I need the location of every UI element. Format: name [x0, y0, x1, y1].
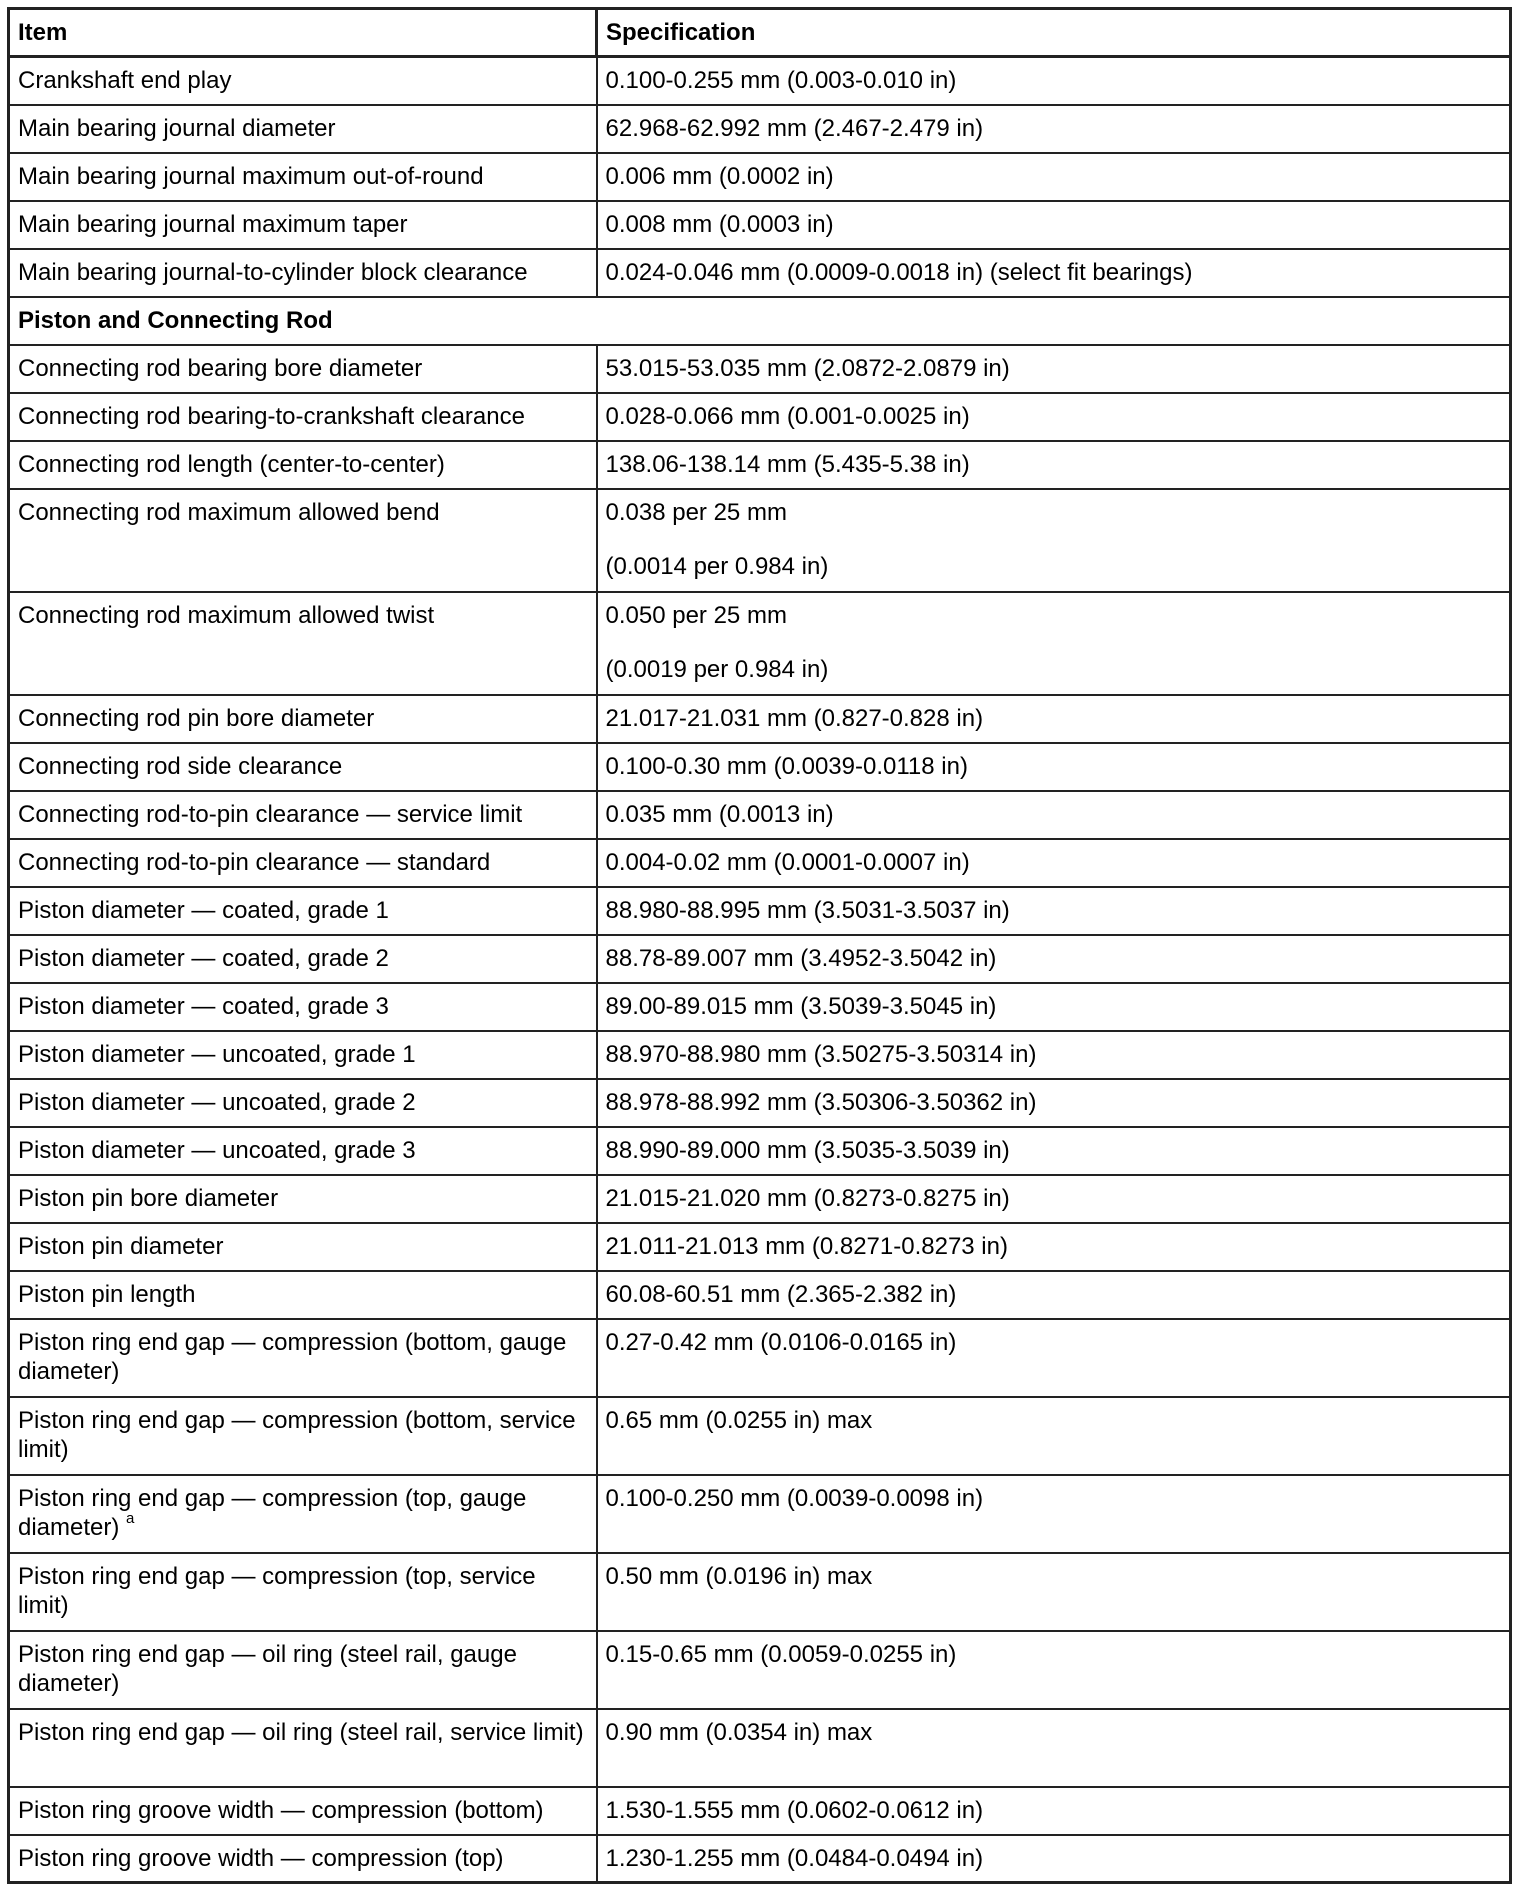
item-cell	[9, 1709, 597, 1787]
column-header-specification: Specification	[597, 9, 1511, 57]
item-text-cont: limit)	[532, 1718, 584, 1746]
table-row	[9, 105, 1511, 153]
table-row	[9, 1127, 1511, 1175]
item-text-cont: diameter)	[18, 1669, 120, 1697]
spec-cell: 0.27-0.42 mm (0.0106-0.0165 in)	[597, 1319, 1511, 1397]
spec-cell: 0.100-0.255 mm (0.003-0.010 in)	[597, 57, 1511, 105]
spec-cell: 21.017-21.031 mm (0.827-0.828 in)	[597, 695, 1511, 743]
spec-cell: 0.006 mm (0.0002 in)	[597, 153, 1511, 201]
table-row	[9, 1223, 1511, 1271]
table-row	[9, 887, 1511, 935]
table-row	[9, 153, 1511, 201]
item-text-cont: service limit)	[18, 1406, 576, 1463]
table-row	[9, 839, 1511, 887]
table-row	[9, 441, 1511, 489]
spec-cell: 0.100-0.250 mm (0.0039-0.0098 in)	[597, 1475, 1511, 1553]
item-text: Piston ring end gap — compression (top, service	[18, 1562, 536, 1590]
item-text: Piston ring end gap — compression (bottom, gauge	[18, 1328, 567, 1356]
item-cell: Piston diameter — uncoated, grade 3	[9, 1127, 597, 1175]
table-row	[9, 1079, 1511, 1127]
item-cell: Piston diameter — uncoated, grade 2	[9, 1079, 597, 1127]
item-cell: Connecting rod maximum allowed twist	[9, 592, 597, 695]
item-cell: Piston pin bore diameter	[9, 1175, 597, 1223]
spec-cell: 0.024-0.046 mm (0.0009-0.0018 in) (select fit bearings)	[597, 249, 1511, 297]
item-cell: Connecting rod-to-pin clearance — standard	[9, 839, 597, 887]
spec-cell: 0.90 mm (0.0354 in) max	[597, 1709, 1511, 1787]
item-cell: Piston diameter — coated, grade 2	[9, 935, 597, 983]
spec-cell: 1.230-1.255 mm (0.0484-0.0494 in)	[597, 1835, 1511, 1883]
item-cell: Main bearing journal maximum taper	[9, 201, 597, 249]
spec-metric: 0.050 per 25 mm	[605, 601, 787, 629]
table-row	[9, 57, 1511, 105]
item-cell: Crankshaft end play	[9, 57, 597, 105]
section-title: Piston and Connecting Rod	[9, 297, 1511, 345]
column-header-item: Item	[9, 9, 597, 57]
item-cell: Main bearing journal maximum out-of-round	[9, 153, 597, 201]
item-cell	[9, 1631, 597, 1709]
spec-cell: 21.011-21.013 mm (0.8271-0.8273 in)	[597, 1223, 1511, 1271]
table-row	[9, 1787, 1511, 1835]
item-cell: Connecting rod length (center-to-center)	[9, 441, 597, 489]
spec-cell: 88.78-89.007 mm (3.4952-3.5042 in)	[597, 935, 1511, 983]
table-row	[9, 1271, 1511, 1319]
spec-cell	[597, 489, 1511, 592]
item-cell: Connecting rod-to-pin clearance — service limit	[9, 791, 597, 839]
item-cell: Piston pin diameter	[9, 1223, 597, 1271]
spec-cell: 0.15-0.65 mm (0.0059-0.0255 in)	[597, 1631, 1511, 1709]
table-row	[9, 1709, 1511, 1787]
table-row	[9, 935, 1511, 983]
table-row	[9, 1175, 1511, 1223]
footnote-marker: a	[126, 1509, 135, 1527]
spec-cell: 89.00-89.015 mm (3.5039-3.5045 in)	[597, 983, 1511, 1031]
item-text-cont: diameter)	[18, 1513, 120, 1541]
item-cell	[9, 1397, 597, 1475]
item-cell	[9, 1553, 597, 1631]
spec-cell: 0.100-0.30 mm (0.0039-0.0118 in)	[597, 743, 1511, 791]
specification-table	[7, 7, 1512, 1884]
item-text: Piston ring end gap — compression (bottom,	[18, 1406, 493, 1434]
spec-metric: 0.038 per 25 mm	[605, 498, 787, 526]
item-text-cont: diameter)	[18, 1357, 120, 1385]
spec-cell	[597, 592, 1511, 695]
spec-cell: 53.015-53.035 mm (2.0872-2.0879 in)	[597, 345, 1511, 393]
table-row	[9, 489, 1511, 592]
spec-cell: 0.035 mm (0.0013 in)	[597, 791, 1511, 839]
section-header-row	[9, 297, 1511, 345]
item-cell: Piston ring groove width — compression (bottom)	[9, 1787, 597, 1835]
item-cell: Connecting rod bearing bore diameter	[9, 345, 597, 393]
table-row	[9, 1553, 1511, 1631]
spec-cell: 0.65 mm (0.0255 in) max	[597, 1397, 1511, 1475]
table-row	[9, 249, 1511, 297]
item-text: Piston ring end gap — oil ring (steel rail, service	[18, 1718, 527, 1746]
table-row	[9, 1835, 1511, 1883]
table-row	[9, 1319, 1511, 1397]
table-row	[9, 1397, 1511, 1475]
item-text: Piston ring end gap — oil ring (steel rail, gauge	[18, 1640, 517, 1668]
spec-cell: 62.968-62.992 mm (2.467-2.479 in)	[597, 105, 1511, 153]
item-cell	[9, 1319, 597, 1397]
spec-cell: 0.004-0.02 mm (0.0001-0.0007 in)	[597, 839, 1511, 887]
table-row	[9, 1475, 1511, 1553]
table-row	[9, 983, 1511, 1031]
item-cell: Piston pin length	[9, 1271, 597, 1319]
table-row	[9, 393, 1511, 441]
table-row	[9, 791, 1511, 839]
item-cell: Main bearing journal diameter	[9, 105, 597, 153]
spec-cell: 0.028-0.066 mm (0.001-0.0025 in)	[597, 393, 1511, 441]
spec-cell: 88.990-89.000 mm (3.5035-3.5039 in)	[597, 1127, 1511, 1175]
spec-cell: 1.530-1.555 mm (0.0602-0.0612 in)	[597, 1787, 1511, 1835]
item-cell: Piston diameter — uncoated, grade 1	[9, 1031, 597, 1079]
spec-cell: 60.08-60.51 mm (2.365-2.382 in)	[597, 1271, 1511, 1319]
table-row	[9, 695, 1511, 743]
spec-cell: 88.970-88.980 mm (3.50275-3.50314 in)	[597, 1031, 1511, 1079]
table-header-row	[9, 9, 1511, 57]
table-row	[9, 345, 1511, 393]
item-cell	[9, 1475, 597, 1553]
spec-cell: 88.978-88.992 mm (3.50306-3.50362 in)	[597, 1079, 1511, 1127]
item-text-cont: limit)	[18, 1591, 69, 1619]
item-cell: Connecting rod pin bore diameter	[9, 695, 597, 743]
table-row	[9, 1031, 1511, 1079]
item-cell: Piston diameter — coated, grade 3	[9, 983, 597, 1031]
spec-cell: 138.06-138.14 mm (5.435-5.38 in)	[597, 441, 1511, 489]
item-cell: Piston ring groove width — compression (top)	[9, 1835, 597, 1883]
table-row	[9, 743, 1511, 791]
spec-cell: 0.008 mm (0.0003 in)	[597, 201, 1511, 249]
spec-cell: 88.980-88.995 mm (3.5031-3.5037 in)	[597, 887, 1511, 935]
item-cell: Main bearing journal-to-cylinder block clearance	[9, 249, 597, 297]
item-text: Piston ring end gap — compression (top, gauge	[18, 1484, 527, 1512]
table-row	[9, 201, 1511, 249]
item-cell: Connecting rod side clearance	[9, 743, 597, 791]
table-row	[9, 1631, 1511, 1709]
table-row	[9, 592, 1511, 695]
item-cell: Connecting rod maximum allowed bend	[9, 489, 597, 592]
item-cell: Connecting rod bearing-to-crankshaft clearance	[9, 393, 597, 441]
spec-imperial: (0.0014 per 0.984 in)	[605, 552, 829, 580]
spec-imperial: (0.0019 per 0.984 in)	[605, 655, 829, 683]
spec-cell: 0.50 mm (0.0196 in) max	[597, 1553, 1511, 1631]
spec-cell: 21.015-21.020 mm (0.8273-0.8275 in)	[597, 1175, 1511, 1223]
item-cell: Piston diameter — coated, grade 1	[9, 887, 597, 935]
